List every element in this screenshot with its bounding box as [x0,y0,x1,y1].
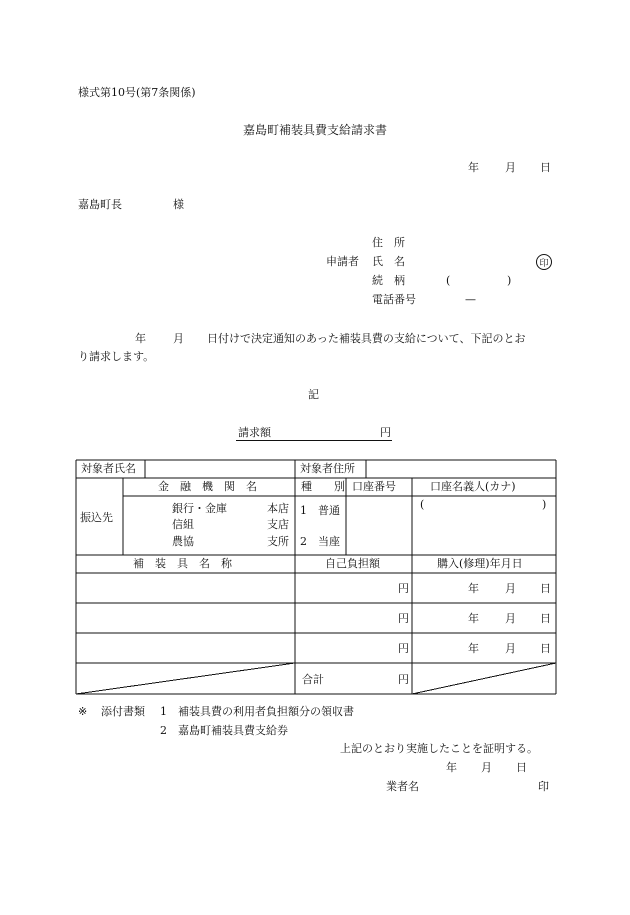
date-month: 月 [505,161,516,174]
attachment-2-num: 2 [160,724,167,737]
total-label: 合計 [302,673,324,686]
certification-text: 上記のとおり実施したことを証明する。 [340,742,538,755]
attachment-1-num: 1 [160,705,167,718]
body-month: 月 [173,332,184,345]
document-title: 嘉島町補装具費支給請求書 [243,123,388,137]
date-year: 年 [468,161,479,174]
bank-header: 金 融 機 関 名 [158,480,257,493]
form-number: 様式第10号(第7条関係) [78,86,196,99]
attachment-2-text: 嘉島町補装具費支給券 [178,724,288,737]
bank-type-bank: 銀行・金庫 [172,502,227,515]
addressee-name: 嘉島町長 [78,198,122,211]
target-address-label: 対象者住所 [300,462,355,475]
account-type-ordinary: 1 普通 [300,504,340,517]
applicant-seal: 印 [536,254,552,270]
row3-yen: 円 [398,642,409,655]
copay-header: 自己負担額 [325,557,380,570]
cert-year: 年 [446,761,457,774]
relation-close-paren: ) [507,274,512,287]
addressee-honorific: 様 [173,198,184,211]
relation-open-paren: ( [446,274,451,287]
target-name-label: 対象者氏名 [81,462,136,475]
relation-label: 続 柄 [372,274,405,287]
row1-day: 日 [540,582,551,595]
transfer-label: 振込先 [80,511,113,524]
attachment-mark: ※ [78,705,88,718]
row1-month: 月 [505,582,516,595]
row3-year: 年 [468,642,479,655]
row1-year: 年 [468,582,479,595]
cert-day: 日 [516,761,527,774]
row2-day: 日 [540,612,551,625]
device-header: 補 装 具 名 称 [133,557,232,570]
attachment-label: 添付書類 [101,705,145,718]
branch-type-branch: 支店 [267,518,289,531]
branch-type-head: 本店 [267,502,289,515]
holder-open-paren: ( [420,498,425,511]
company-seal: 印 [538,780,549,793]
row2-year: 年 [468,612,479,625]
body-year: 年 [135,332,146,345]
applicant-role-label: 申請者 [326,255,359,268]
attachment-1-text: 補装具費の利用者負担額分の領収書 [178,705,354,718]
body-line2: り請求します。 [78,350,155,363]
type-header: 種 別 [301,480,345,493]
company-label: 業者名 [386,780,419,793]
row2-yen: 円 [398,612,409,625]
holder-header: 口座名義人(カナ) [430,480,516,493]
ki-heading: 記 [308,388,319,401]
total-yen: 円 [398,673,409,686]
holder-close-paren: ) [542,498,547,511]
date-day: 日 [540,161,551,174]
cert-month: 月 [481,761,492,774]
bank-type-agri-coop: 農協 [172,535,194,548]
claim-label: 請求額 [238,426,271,439]
bank-type-credit-union: 信組 [172,518,194,531]
account-type-current: 2 当座 [300,535,340,548]
body-line1: 日付けで決定通知のあった補装具費の支給について、下記のとお [207,332,526,345]
purchase-date-header: 購入(修理)年月日 [437,557,523,570]
branch-type-office: 支所 [267,535,289,548]
phone-label: 電話番号 [372,293,416,306]
row3-month: 月 [505,642,516,655]
row2-month: 月 [505,612,516,625]
address-label: 住 所 [372,236,405,249]
name-label: 氏 名 [372,255,405,268]
account-number-header: 口座番号 [352,480,396,493]
row1-yen: 円 [398,582,409,595]
phone-dash: — [465,293,476,306]
claim-unit: 円 [380,426,391,439]
row3-day: 日 [540,642,551,655]
